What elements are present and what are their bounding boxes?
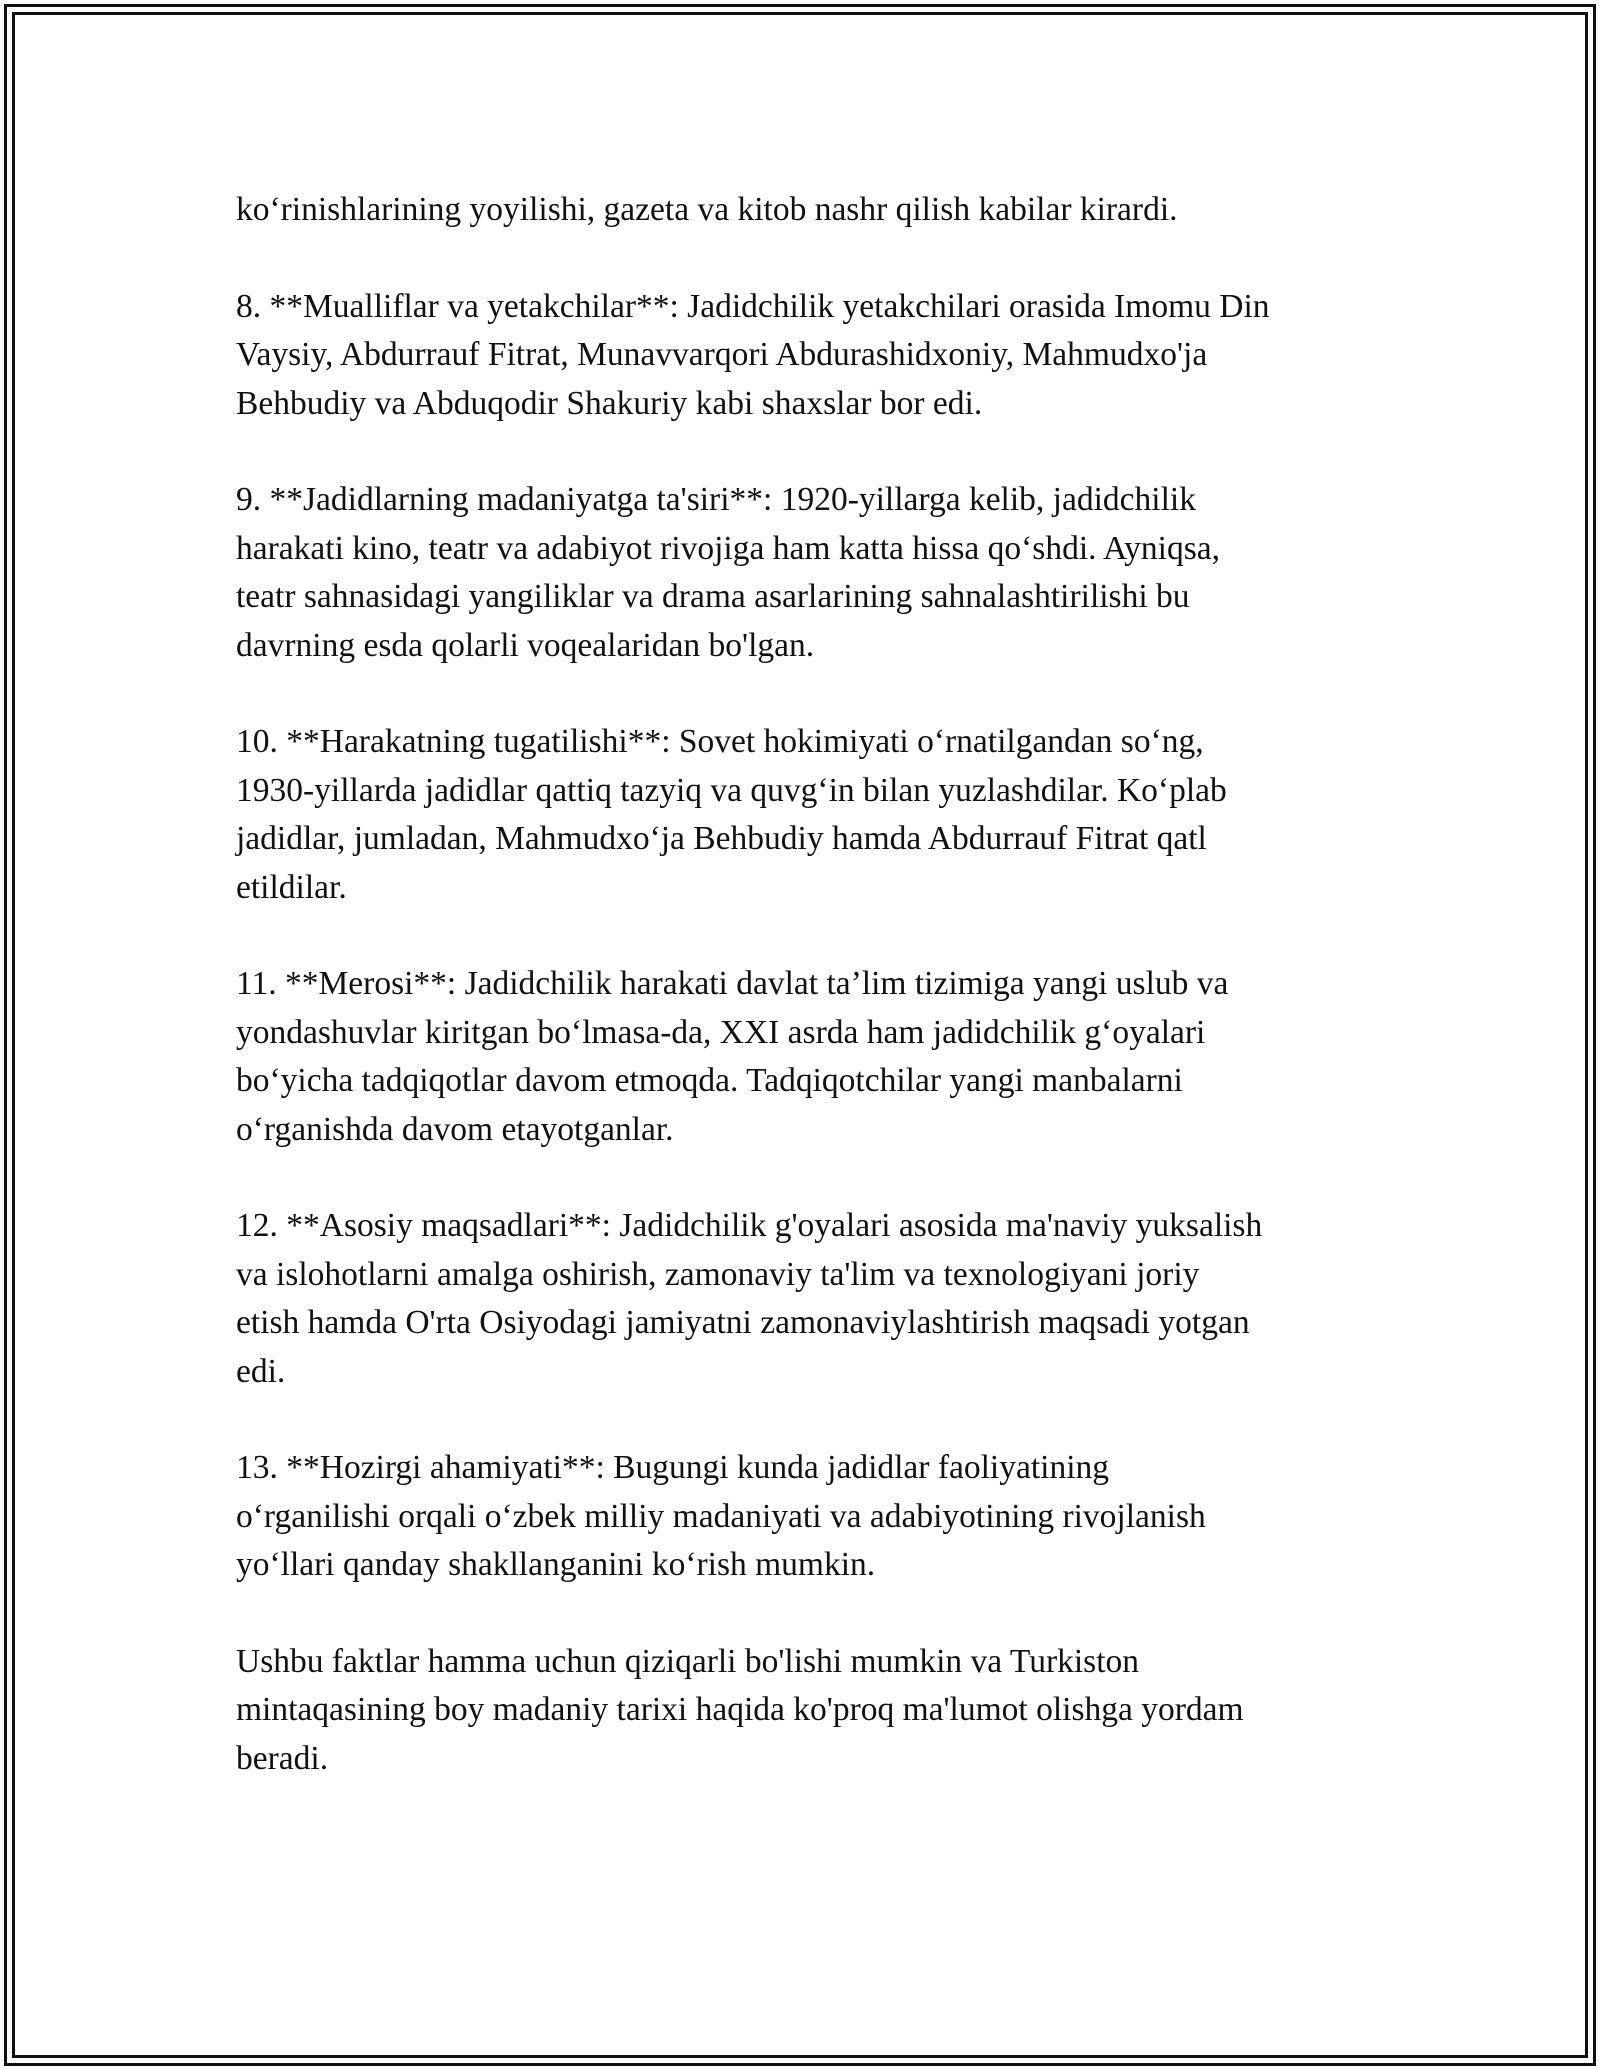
text-line: o‘rganishda davom etayotganlar. bbox=[236, 1110, 674, 1148]
text-line: va islohotlarni amalga oshirish, zamonaviy ta'lim va texnologiyani joriy bbox=[236, 1255, 1200, 1293]
paragraph-item-8 bbox=[236, 283, 1386, 428]
paragraph-item-11 bbox=[236, 960, 1386, 1154]
text-line: etildilar. bbox=[236, 868, 347, 906]
text-line: beradi. bbox=[236, 1739, 329, 1777]
paragraph-item-13 bbox=[236, 1444, 1386, 1589]
text-line: ko‘rinishlarining yoyilishi, gazeta va kitob nashr qilish kabilar kirardi. bbox=[236, 191, 1178, 228]
text-line: harakati kino, teatr va adabiyot rivojiga ham katta hissa qo‘shdi. Ayniqsa, bbox=[236, 529, 1220, 567]
text-line: davrning esda qolarli voqealaridan bo'lgan. bbox=[236, 626, 815, 664]
text-line: mintaqasining boy madaniy tarixi haqida ko'proq ma'lumot olishga yordam bbox=[236, 1691, 1244, 1729]
text-line: 9. **Jadidlarning madaniyatga ta'siri**: 1920-yillarga kelib, jadidchilik bbox=[236, 481, 1196, 519]
text-line: etish hamda O'rta Osiyodagi jamiyatni zamonaviylashtirish maqsadi yotgan bbox=[236, 1304, 1250, 1342]
text-line: yondashuvlar kiritgan bo‘lmasa-da, XXI asrda ham jadidchilik g‘oyalari bbox=[236, 1013, 1206, 1051]
text-line: Ushbu faktlar hamma uchun qiziqarli bo'lishi mumkin va Turkiston bbox=[236, 1643, 1140, 1681]
text-line: 12. **Asosiy maqsadlari**: Jadidchilik g'oyalari asosida ma'naviy yuksalish bbox=[236, 1207, 1263, 1245]
text-line: 8. **Mualliflar va yetakchilar**: Jadidchilik yetakchilari orasida Imomu Din bbox=[236, 287, 1270, 325]
text-line: bo‘yicha tadqiqotlar davom etmoqda. Tadqiqotchilar yangi manbalarni bbox=[236, 1062, 1183, 1100]
text-line: 1930-yillarda jadidlar qattiq tazyiq va quvg‘in bilan yuzlashdilar. Ko‘plab bbox=[236, 771, 1227, 809]
text-line: yo‘llari qanday shakllanganini ko‘rish mumkin. bbox=[236, 1546, 876, 1584]
text-line: 11. **Merosi**: Jadidchilik harakati davlat ta’lim tizimiga yangi uslub va bbox=[236, 965, 1229, 1003]
paragraph-item-9 bbox=[236, 476, 1386, 670]
text-line: jadidlar, jumladan, Mahmudxo‘ja Behbudiy hamda Abdurrauf Fitrat qatl bbox=[236, 820, 1207, 858]
paragraph-conclusion bbox=[236, 1638, 1386, 1783]
text-line: 13. **Hozirgi ahamiyati**: Bugungi kunda jadidlar faoliyatining bbox=[236, 1449, 1110, 1487]
paragraph-item-12 bbox=[236, 1202, 1386, 1396]
text-line: Behbudiy va Abduqodir Shakuriy kabi shaxslar bor edi. bbox=[236, 384, 983, 422]
document-body bbox=[236, 186, 1386, 1832]
paragraph-item-10 bbox=[236, 718, 1386, 912]
text-line: teatr sahnasidagi yangiliklar va drama asarlarining sahnalashtirilishi bu bbox=[236, 578, 1190, 616]
text-line: edi. bbox=[236, 1352, 286, 1390]
text-line: o‘rganilishi orqali o‘zbek milliy madaniyati va adabiyotining rivojlanish bbox=[236, 1497, 1206, 1535]
text-line: Vaysiy, Abdurrauf Fitrat, Munavvarqori Abdurashidxoniy, Mahmudxo'ja bbox=[236, 336, 1208, 374]
paragraph-continuation bbox=[236, 186, 1386, 234]
text-line: 10. **Harakatning tugatilishi**: Sovet hokimiyati o‘rnatilgandan so‘ng, bbox=[236, 723, 1204, 761]
